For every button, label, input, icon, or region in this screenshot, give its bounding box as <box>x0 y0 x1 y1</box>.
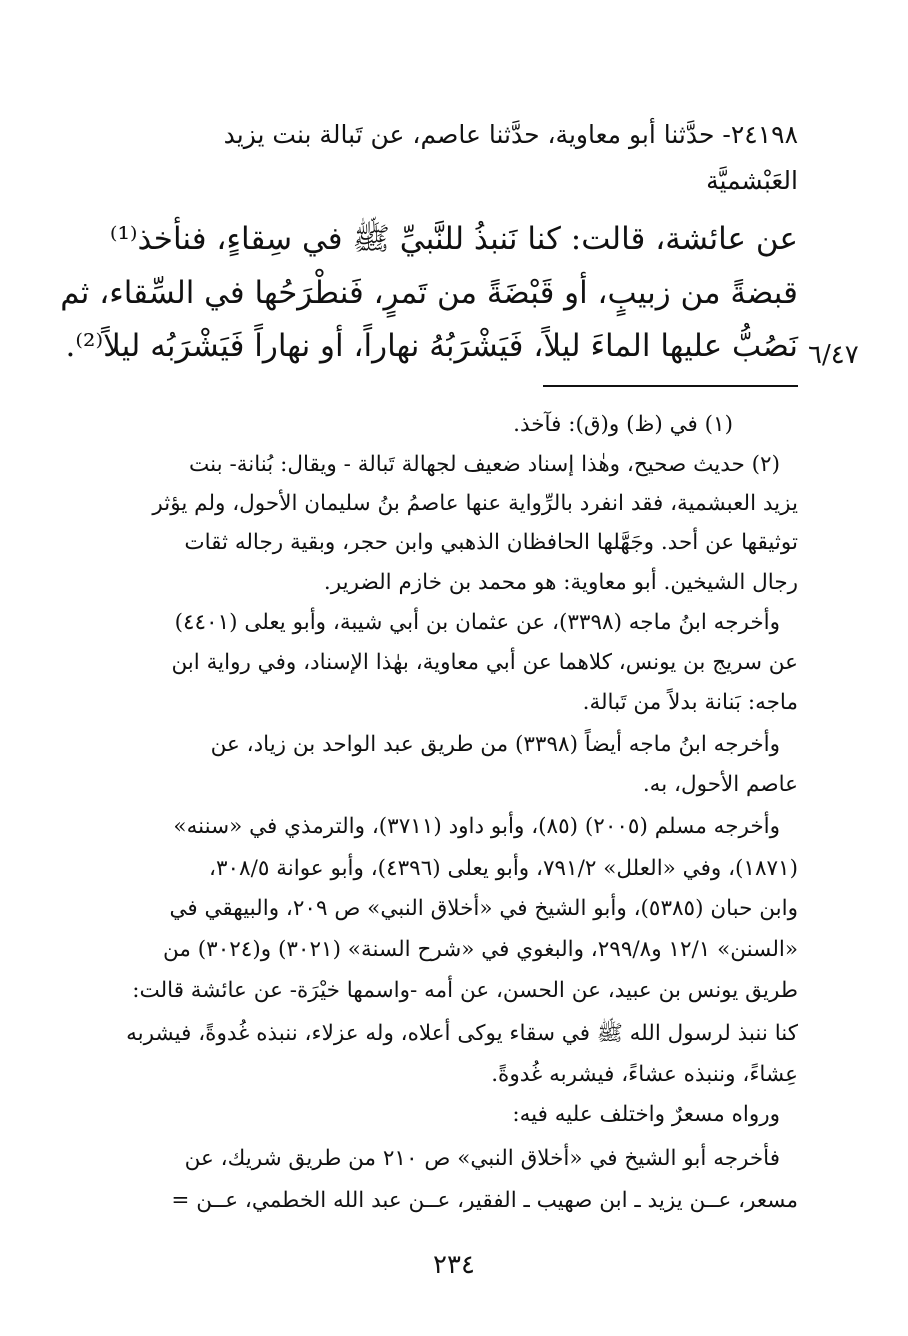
footnote-separator <box>543 385 798 387</box>
footnote-line: مسعر، عــن يزيد ـ ابن صهيب ـ الفقير، عــن عبد الله الخطمي، عــن = <box>171 1188 798 1213</box>
hadith-matn-line-1: عن عائشة، قالت: كنا نَنبذُ للنَّبيِّ ﷺ في سِقاءٍ، فنأخذ⁽¹⁾ <box>109 221 798 257</box>
footnote-line: طريق يونس بن عبيد، عن الحسن، عن أمه -واسمها خيْرَة- عن عائشة قالت: <box>132 978 798 1003</box>
footnote-line: «السنن» ١٢/١ و٢٩٩/٨، والبغوي في «شرح السنة» (٣٠٢١) و(٣٠٢٤) من <box>163 937 798 962</box>
footnote-line: وأخرجه ابنُ ماجه (٣٣٩٨)، عن عثمان بن أبي شيبة، وأبو يعلى (٤٤٠١) <box>174 610 780 635</box>
footnote-line: وأخرجه مسلم (٢٠٠٥) (٨٥)، وأبو داود (٣٧١١)، والترمذي في «سننه» <box>173 814 780 839</box>
hadith-matn-line-3: نَصُبُّ عليها الماءَ ليلاً، فَيَشْرَبُهُ نهاراً، أو نهاراً فَيَشْرَبُه ليلاً⁽²⁾. <box>65 328 798 364</box>
footnote-line: رجال الشيخين. أبو معاوية: هو محمد بن خازم الضرير. <box>323 570 798 595</box>
footnote-line: وأخرجه ابنُ ماجه أيضاً (٣٣٩٨) من طريق عبد الواحد بن زياد، عن <box>210 732 780 757</box>
hadith-isnad-line-1: ٢٤١٩٨- حدَّثنا أبو معاوية، حدَّثنا عاصم، عن تَبالة بنت يزيد <box>223 120 798 149</box>
footnote-line: عِشاءً، وننبذه عشاءً، فيشربه غُدوةً. <box>491 1062 798 1087</box>
hadith-isnad-line-2: العَبْشميَّة <box>706 166 798 195</box>
footnote-line: ورواه مسعرٌ واختلف عليه فيه: <box>512 1102 780 1127</box>
page-number: ٢٣٤ <box>433 1250 475 1280</box>
footnote-line: توثيقها عن أحد. وجَهَّلها الحافظان الذهبي وابن حجر، وبقية رجاله ثقات <box>184 530 798 555</box>
footnote-line: وابن حبان (٥٣٨٥)، وأبو الشيخ في «أخلاق النبي» ص ٢٠٩، والبيهقي في <box>169 896 798 921</box>
footnote-line: عن سريج بن يونس، كلاهما عن أبي معاوية، بهٰذا الإسناد، وفي رواية ابن <box>171 650 798 675</box>
footnote-line: كنا ننبذ لرسول الله ﷺ في سقاء يوكى أعلاه، وله عزلاء، ننبذه غُدوةً، فيشربه <box>126 1021 798 1046</box>
footnote-line: (٢) حديث صحيح، وهٰذا إسناد ضعيف لجهالة تَبالة - ويقال: بُنانة- بنت <box>189 452 780 477</box>
footnote-line: (١٨٧١)، وفي «العلل» ٧٩١/٢، وأبو يعلى (٤٣٩٦)، وأبو عوانة ٣٠٨/٥، <box>208 856 798 881</box>
footnote-line: فأخرجه أبو الشيخ في «أخلاق النبي» ص ٢١٠ من طريق شريك، عن <box>184 1146 780 1171</box>
footnote-line: ماجه: بَنانة بدلاً من تَبالة. <box>582 690 798 715</box>
footnote-line: عاصم الأحول، به. <box>642 772 798 797</box>
footnote-line: يزيد العبشمية، فقد انفرد بالرِّواية عنها عاصمُ بنُ سليمان الأحول، ولم يؤثر <box>152 491 798 516</box>
footnote-line: (١) في (ظ) و(ق): فآخذ. <box>513 412 733 437</box>
hadith-matn-line-2: قبضةً من زبيبٍ، أو قَبْضَةً من تَمرٍ، فَنطْرَحُها في السِّقاء، ثم <box>60 275 798 311</box>
volume-page-reference: ٦/٤٧ <box>808 340 859 370</box>
